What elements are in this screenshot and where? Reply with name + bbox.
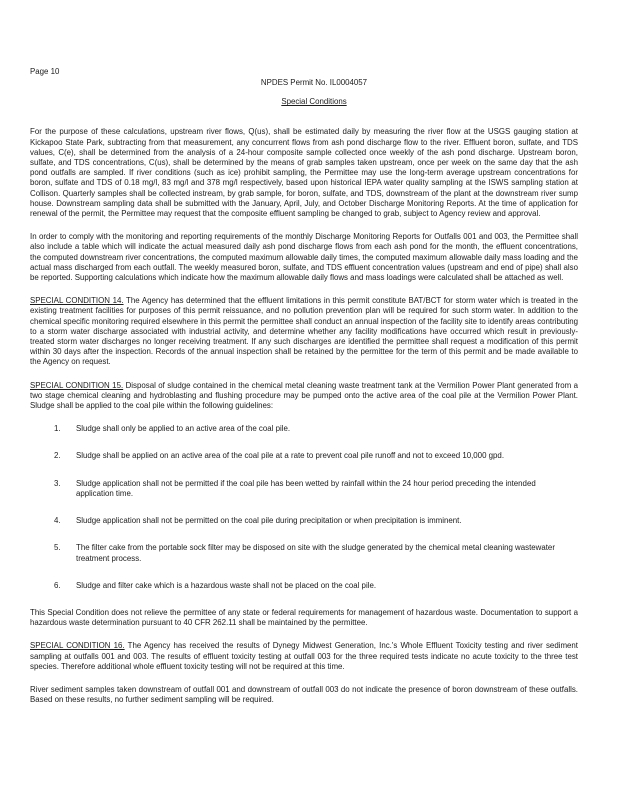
permit-number: NPDES Permit No. IL0004057 — [260, 78, 368, 87]
list-item: 1. Sludge shall only be applied to an active area of the coal pile. — [54, 424, 291, 434]
section-title: Special Conditions — [281, 97, 347, 107]
condition-14-text: The Agency has determined that the effluent limitations in this permit constitute BAT/BCT for storm water which is treated in the existing treatment facilities for purposes of this permit reissuance, and no pollution prevention plan will be required for such storm water. In addition to the chemical specific monitoring required elsewhere in this permit the permittee shall conduct an annual inspection of the facility site to identify areas contributing to a storm water discharge associated with industrial activity, and determine whether any facility modifications have occurred which result in previously-treated storm water discharges no longer receiving treatment. If any such discharges are identified the permittee shall request a modification of this permit within 30 days after the inspection. Records of the annual inspection shall be retained by the permittee for the term of this permit and be made available to the Agency on request. — [30, 296, 578, 367]
list-item: 2. Sludge shall be applied on an active area of the coal pile at a rate to prevent coal pile runoff and not to exceed 10,000 gpd. — [54, 451, 505, 461]
paragraph-reporting: In order to comply with the monitoring and reporting requirements of the monthly Discharge Monitoring Reports for Outfalls 001 and 003, the Permittee shall also include a table which will indicate the actual measured daily ash pond discharge flows from each ash pond for the month, the effluent concentrations, the computed downstream river concentrations, the computed maximum allowable daily times, the computed maximum allowable daily mass loading and the actual mass discharged from each outfall. The weekly measured boron, sulfate, and TDS effluent concentration values (upstream and end of pipe) shall also be reported. Supporting calculations which indicate how the maximum allowable daily flows and mass loadings were calculated shall be attached as well. — [30, 232, 578, 283]
condition-15-text: Disposal of sludge contained in the chemical metal cleaning waste treatment tank at the Vermilion Power Plant generated from a two stage chemical cleaning and hydroblasting and flushing procedure may be pumped onto the active area of the coal pile at the Vermilion Power Plant. Sludge shall be applied to the coal pile within the following guidelines: — [30, 380, 578, 411]
list-item: 4. Sludge application shall not be permitted on the coal pile during precipitation or when precipitation is imminent. — [54, 516, 462, 526]
condition-15-label: SPECIAL CONDITION 15. — [30, 380, 124, 390]
list-item: 6. Sludge and filter cake which is a hazardous waste shall not be placed on the coal pile. — [54, 580, 377, 590]
special-condition-15 — [30, 381, 578, 412]
condition-16-text: The Agency has received the results of Dynegy Midwest Generation, Inc.'s Whole Effluent Toxicity testing and river sediment sampling at outfalls 001 and 003. The results of effluent toxicity testing at outfall 003 for the three required tests indicate no acute toxicity to the three test species. Therefore additional whole effluent toxicity testing will not be required at this time. — [30, 641, 578, 671]
paragraph-sediment: River sediment samples taken downstream of outfall 001 and downstream of outfall 003 do not indicate the presence of boron downstream of these outfalls. Based on these results, no further sediment sampling will be required. — [30, 684, 578, 705]
document-header — [50, 78, 578, 107]
list-item: 3. Sludge application shall not be permitted if the coal pile has been wetted by rainfall within the 24 hour period preceding the intended application time. — [54, 478, 536, 498]
special-condition-16 — [30, 641, 578, 672]
paragraph-calculations: For the purpose of these calculations, upstream river flows, Q(us), shall be estimated daily by measuring the river flow at the USGS gauging station at Kickapoo State Park, subtracting from that measurement, any concurrent flows from ash pond discharge flow to the river. Effluent boron, sulfate, and TDS values, C(e), shall be determined from the analysis of a 24-hour composite sample collected once weekly of the ash pond discharge. Upstream boron, sulfate, and TDS concentrations, C(us), shall be determined by the means of grab samples taken upstream, once per week on the same day that the ash pond outfalls are sampled. If river conditions (such as ice) prohibit sampling, the Permittee may use the long-term average upstream concentrations for boron, sulfate and TDS of 0.18 mg/l, 83 mg/l and 378 mg/l respectively, based upon historical IEPA water quality sampling at the ISWS sampling station at Collison. Quarterly samples shall be collected instream, by grab sample, for boron, sulfate, and TDS, downstream of the plant at the downstream river sump house. Downstream sampling data shall be submitted with the January, April, July, and October Discharge Monitoring Reports. At the time of application for renewal of the permit, the Permittee may request that the composite effluent sampling be changed to grab, subject to Agency review and approval. — [30, 127, 578, 219]
paragraph-hazardous-waste: This Special Condition does not relieve the permittee of any state or federal requirements for management of hazardous waste. Documentation to support a hazardous waste determination pursuant to 40 CFR 262.11 shall be maintained by the permittee. — [30, 607, 578, 628]
special-condition-14 — [30, 296, 578, 367]
condition-14-label: SPECIAL CONDITION 14. — [30, 296, 124, 306]
sludge-guidelines-list — [30, 424, 578, 591]
list-item: 5. The filter cake from the portable sock filter may be disposed on site with the sludge generated by the chemical metal cleaning wastewater treatment process. — [54, 543, 555, 563]
page-number: Page 10 — [30, 67, 60, 76]
condition-16-label: SPECIAL CONDITION 16. — [30, 641, 125, 651]
